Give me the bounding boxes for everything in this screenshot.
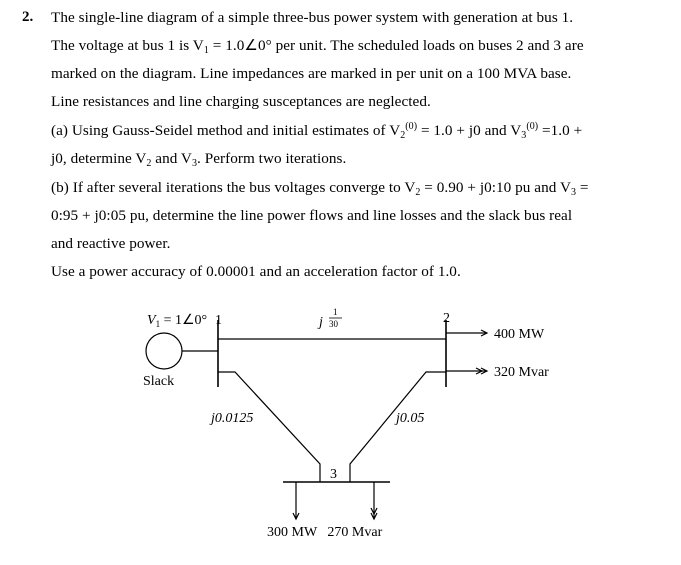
question-number: 2. [22,9,34,25]
question-line-3: marked on the diagram. Line impedances are marked in per unit on a 100 MVA base. [51,65,572,82]
line-1-2-impedance-denominator: 30 [329,319,338,329]
bus-2-number: 2 [443,311,450,326]
question-line-8: 0:95 + j0:05 pu, determine the line power flows and line losses and the slack bus real [51,207,573,224]
bus-1-number: 1 [215,313,222,328]
question-line-2: The voltage at bus 1 is $V_1$ = 1.0∠0° per unit. The scheduled loads on buses 2 and 3 are [51,37,584,56]
bus-2-load-p: 400 MW [494,327,545,342]
line-2-3-impedance: j0.05 [396,411,425,426]
question-line-1: The single-line diagram of a simple three-bus power system with generation at bus 1. [51,9,574,26]
bus-2-load-q: 320 Mvar [494,365,549,380]
slack-label: Slack [143,374,175,389]
line-1-2-impedance-j: j [319,315,323,330]
question-line-6: j0, determine $V_2$ and $V_3$. Perform two iterations. [51,150,347,169]
bus-3-load: 300 MW 270 Mvar [267,525,383,540]
line-2-3 [350,372,446,482]
question-line-9: and reactive power. [51,235,171,252]
line-1-3-impedance: j0.0125 [211,411,254,426]
line-1-2-impedance-numerator: 1 [333,307,338,317]
bus-1-voltage-label: $V_1$ = 1∠0° [147,313,208,329]
line-1-3 [218,372,320,482]
generator-symbol [146,333,182,369]
bus-3-number: 3 [330,467,337,482]
question-line-4: Line resistances and line charging susceptances are neglected. [51,93,431,110]
question-line-5: (a) Using Gauss-Seidel method and initial estimates of $V_2^{(0)} = 1.0 + j0$ and $V_3^{(0)} =1.0$ + [51,121,583,141]
question-line-10: Use a power accuracy of 0.00001 and an acceleration factor of 1.0. [51,263,461,280]
question-line-7: (b) If after several iterations the bus voltages converge to $V_2 = 0.90$ + j0:10 pu and $V_3$ = [51,179,589,198]
